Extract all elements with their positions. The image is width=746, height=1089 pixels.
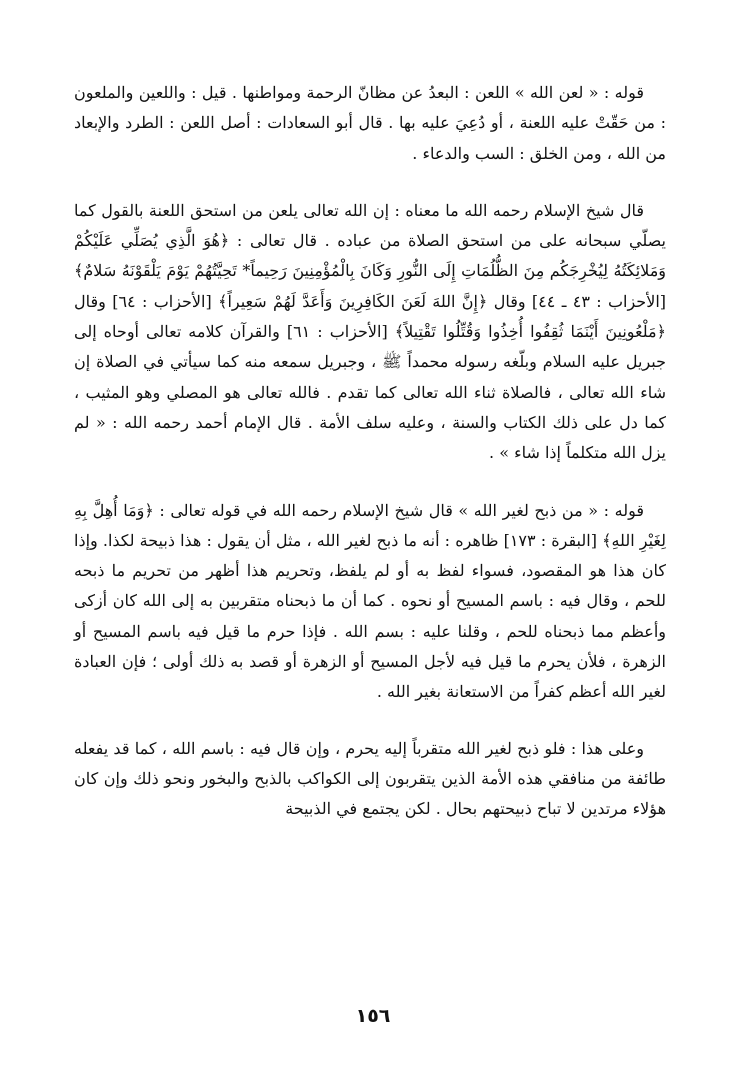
paragraph-curse-definition: قوله : « لعن الله » اللعن : البعدُ عن مظانّ الرحمة ومواطنها . قيل : واللعين والملعون : من حَقّتْ عليه اللعنة ، أو دُعِيَ عليه بها . قال أبو السعادات : أصل اللعن : الطرد والإبعاد من الله ، ومن الخلق : السب والدعاء . xyxy=(74,83,666,163)
body-text xyxy=(74,78,666,825)
page-number: ١٥٦ xyxy=(355,1005,391,1027)
paragraph-consequence: وعلى هذا : فلو ذبح لغير الله متقرباً إليه يحرم ، وإن قال فيه : باسم الله ، كما قد يفعله طائفة من منافقي هذه الأمة الذين يتقربون إلى الكواكب بالذبح والبخور ونحو ذلك وإن كان هؤلاء مرتدين لا تباح ذبيحتهم بحال . لكن يجتمع في الذبيحة xyxy=(74,738,666,819)
paragraph-slaughter-for-other-than-allah: قوله : « من ذبح لغير الله » قال شيخ الإسلام رحمه الله في قوله تعالى : ﴿وَمَا أُهِلَّ بِهِ لِغَيْرِ اللهِ﴾ [البقرة : ١٧٣] ظاهره : أنه ما ذبح لغير الله ، مثل أن يقول : هذا ذبيحة لكذا. وإذا كان هذا هو المقصود، فسواء لفظ به أو لم يلفظ، وتحريم هذا أظهر من تحريم ما ذبحه للحم ، وقال فيه : باسم المسيح أو نحوه . كما أن ما ذبحناه متقربين به إلى الله كان أزكى وأعظم مما ذبحناه للحم ، وقلنا عليه : بسم الله . فإذا حرم ما قيل فيه باسم المسيح أو الزهرة ، فلأن يحرم ما قيل فيه لأجل المسيح أو الزهرة أو قصد به ذلك أولى ؛ فإن العبادة لغير الله أعظم كفراً من الاستعانة بغير الله . xyxy=(74,500,667,702)
paragraph-shaykh-al-islam-curse: قال شيخ الإسلام رحمه الله ما معناه : إن الله تعالى يلعن من استحق اللعنة بالقول كما يصلّي سبحانه على من استحق الصلاة من عباده . قال تعالى : ﴿هُوَ الَّذِي يُصَلِّي عَلَيْكُمْ وَمَلائِكَتُهُ لِيُخْرِجَكُم مِنَ الظُّلُمَاتِ إِلَى النُّورِ وَكَانَ بِالْمُؤْمِنِينَ رَحِيماً* تَحِيَّتُهُمْ يَوْمَ يَلْقَوْنَهُ سَلامٌ﴾ [الأحزاب : ٤٣ ـ ٤٤] وقال ﴿إِنَّ اللهَ لَعَنَ الكَافِرِينَ وَأَعَدَّ لَهُمْ سَعِيراً﴾ [الأحزاب : ٦٤] وقال ﴿مَلْعُونِينَ أَيْنَمَا ثُقِفُوا أُخِذُوا وَقُتِّلُوا تَقْتِيلاً﴾ [الأحزاب : ٦١] والقرآن كلامه تعالى أوحاه إلى جبريل عليه السلام وبلّغه رسوله محمداً ﷺ ، وجبريل سمعه منه كما سيأتي في الصلاة إن شاء الله تعالى ، فالصلاة ثناء الله تعالى كما تقدم . فالله تعالى هو المصلي وهو المثيب ، كما دل على ذلك الكتاب والسنة ، وعليه سلف الأمة . قال الإمام أحمد رحمه الله : « لم يزل الله متكلماً إذا شاء » . xyxy=(74,200,667,463)
